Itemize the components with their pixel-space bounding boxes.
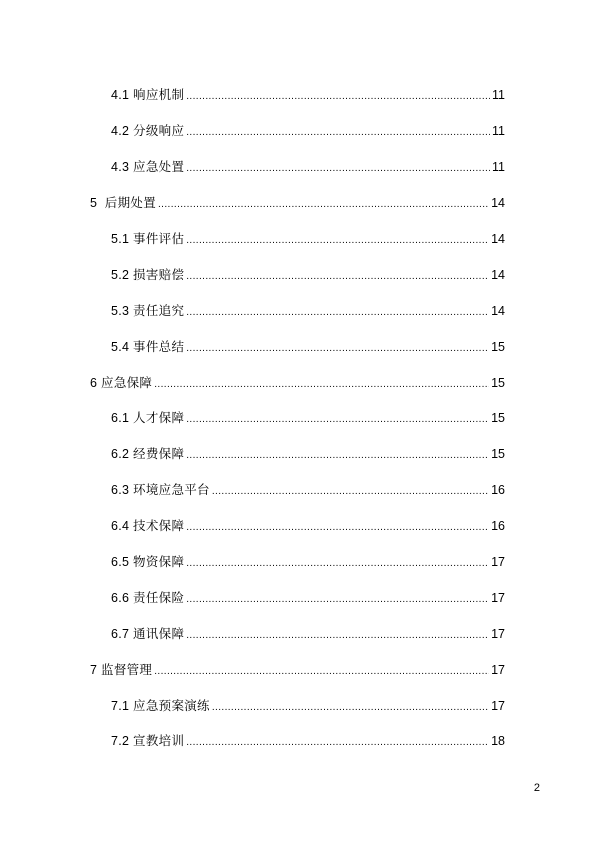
- toc-entry-title: 6.7 通讯保障: [111, 626, 185, 641]
- toc-entry-title: 6.4 技术保障: [111, 519, 185, 534]
- toc-entry[interactable]: [0, 473, 595, 509]
- toc-dot-leader: [154, 667, 489, 677]
- toc-entry-line: [90, 664, 595, 677]
- toc-entry-page: 15: [491, 375, 505, 390]
- toc-entry-page: 17: [491, 555, 505, 570]
- toc-dot-leader: [186, 595, 489, 605]
- toc-entry[interactable]: [0, 186, 595, 222]
- toc-entry-page: 15: [491, 447, 505, 462]
- toc-entry-page: 15: [491, 339, 505, 354]
- toc-dot-leader: [186, 523, 489, 533]
- toc-entry-line: [90, 377, 595, 390]
- toc-entry-line: [111, 448, 595, 461]
- toc-entry-title: 4.2 分级响应: [111, 124, 185, 139]
- toc-entry-page: 17: [491, 626, 505, 641]
- toc-dot-leader: [186, 344, 489, 354]
- toc-entry-title: 5 后期处置: [90, 196, 156, 211]
- toc-entry-line: [111, 125, 595, 138]
- toc-entry-title: 6.5 物资保障: [111, 555, 185, 570]
- toc-dot-leader: [186, 92, 490, 102]
- toc-entry-line: [111, 341, 595, 354]
- toc-entry-line: [111, 161, 595, 174]
- toc-entry-line: [111, 233, 595, 246]
- toc-entry-title: 5.2 损害赔偿: [111, 267, 185, 282]
- toc-entry[interactable]: [0, 222, 595, 258]
- toc-dot-leader: [186, 308, 489, 318]
- toc-entry-page: 11: [492, 160, 505, 175]
- toc-entry-title: 6.1 人才保障: [111, 411, 185, 426]
- toc-entry-title: 6 应急保障: [90, 375, 153, 390]
- toc-entry-page: 17: [491, 590, 505, 605]
- toc-entry[interactable]: [0, 150, 595, 186]
- toc-entry-page: 17: [491, 698, 505, 713]
- toc-entry[interactable]: [0, 652, 595, 688]
- toc-dot-leader: [158, 200, 489, 210]
- toc-entry-page: 14: [491, 267, 505, 282]
- toc-entry[interactable]: [0, 437, 595, 473]
- toc-entry-line: [111, 628, 595, 641]
- toc-entry-title: 4.3 应急处置: [111, 160, 185, 175]
- toc-entry-page: 11: [492, 124, 505, 139]
- toc-entry-title: 6.6 责任保险: [111, 590, 185, 605]
- table-of-contents: [0, 78, 595, 760]
- toc-dot-leader: [186, 631, 489, 641]
- toc-entry[interactable]: [0, 724, 595, 760]
- toc-entry-line: [111, 735, 595, 748]
- toc-entry-page: 14: [491, 196, 505, 211]
- toc-entry[interactable]: [0, 293, 595, 329]
- toc-entry-page: 11: [492, 88, 505, 103]
- toc-entry-page: 18: [491, 734, 505, 749]
- toc-entry[interactable]: [0, 545, 595, 581]
- toc-dot-leader: [186, 559, 489, 569]
- toc-entry-line: [90, 197, 595, 210]
- page-number: 2: [533, 782, 540, 794]
- toc-dot-leader: [186, 415, 489, 425]
- toc-entry-line: [111, 305, 595, 318]
- toc-dot-leader: [186, 272, 489, 282]
- toc-entry-line: [111, 412, 595, 425]
- toc-entry-page: 14: [491, 303, 505, 318]
- toc-dot-leader: [154, 380, 489, 390]
- toc-entry-page: 15: [491, 411, 505, 426]
- toc-entry[interactable]: [0, 509, 595, 545]
- toc-entry-line: [111, 700, 595, 713]
- toc-entry-title: 7.2 宣教培训: [111, 734, 185, 749]
- toc-entry-line: [111, 89, 595, 102]
- toc-entry-title: 5.3 责任追究: [111, 303, 185, 318]
- toc-dot-leader: [186, 236, 489, 246]
- toc-entry[interactable]: [0, 580, 595, 616]
- toc-dot-leader: [186, 738, 489, 748]
- toc-entry[interactable]: [0, 329, 595, 365]
- toc-entry[interactable]: [0, 688, 595, 724]
- toc-entry[interactable]: [0, 114, 595, 150]
- toc-entry-page: 17: [491, 662, 505, 677]
- toc-entry-title: 6.2 经费保障: [111, 447, 185, 462]
- toc-entry-line: [111, 484, 595, 497]
- toc-entry-page: 16: [491, 519, 505, 534]
- toc-entry-line: [111, 520, 595, 533]
- toc-dot-leader: [186, 164, 490, 174]
- toc-entry[interactable]: [0, 257, 595, 293]
- toc-entry[interactable]: [0, 78, 595, 114]
- toc-dot-leader: [186, 451, 489, 461]
- toc-entry[interactable]: [0, 365, 595, 401]
- toc-entry[interactable]: [0, 401, 595, 437]
- toc-entry[interactable]: [0, 616, 595, 652]
- toc-dot-leader: [212, 703, 489, 713]
- toc-entry-title: 5.4 事件总结: [111, 339, 185, 354]
- toc-entry-line: [111, 269, 595, 282]
- toc-dot-leader: [212, 487, 489, 497]
- toc-entry-page: 14: [491, 232, 505, 246]
- toc-entry-title: 5.1 事件评估: [111, 232, 185, 246]
- toc-entry-title: 4.1 响应机制: [111, 88, 185, 103]
- toc-entry-line: [111, 592, 595, 605]
- toc-entry-page: 16: [491, 483, 505, 498]
- toc-entry-title: 7 监督管理: [90, 662, 153, 677]
- toc-dot-leader: [186, 128, 490, 138]
- toc-entry-line: [111, 556, 595, 569]
- toc-entry-title: 7.1 应急预案演练: [111, 698, 210, 713]
- toc-entry-title: 6.3 环境应急平台: [111, 483, 210, 498]
